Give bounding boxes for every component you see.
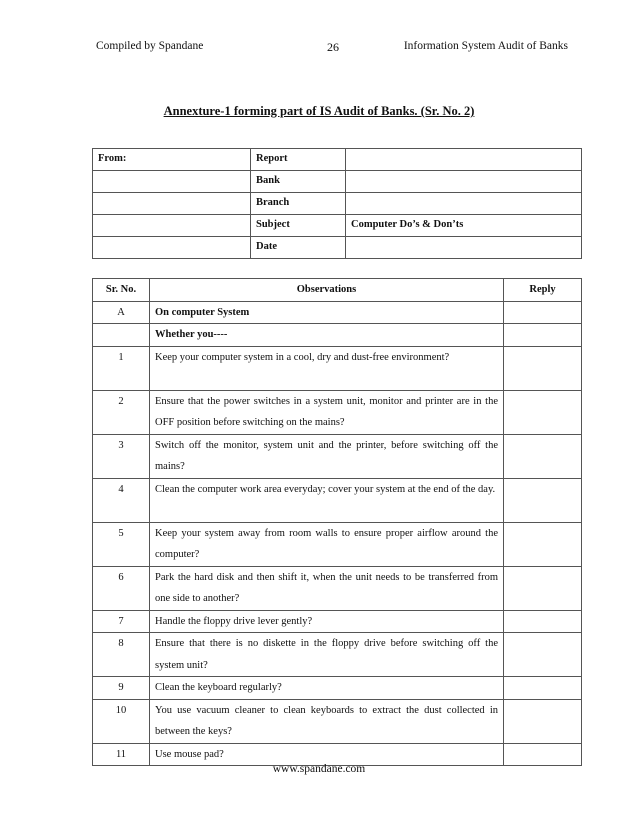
observation-text: Switch off the monitor, system unit and the printer, before switching off the mains? — [150, 434, 504, 478]
field-label: Subject — [251, 215, 346, 237]
blank-cell — [93, 215, 251, 237]
reply-cell — [504, 699, 582, 743]
reply-cell — [504, 677, 582, 700]
table-row — [93, 434, 582, 478]
field-label: Report — [251, 149, 346, 171]
sr-number: 8 — [93, 633, 150, 677]
sr-number: 4 — [93, 478, 150, 522]
section-row — [93, 301, 582, 324]
table-header-row — [93, 279, 582, 302]
field-value — [346, 149, 582, 171]
reply-cell — [504, 610, 582, 633]
table-row — [93, 171, 582, 193]
reply-cell — [504, 478, 582, 522]
blank-cell — [93, 237, 251, 259]
reply-cell — [504, 301, 582, 324]
observation-text: Keep your system away from room walls to ensure proper airflow around the computer? — [150, 522, 504, 566]
observations-table — [92, 278, 582, 766]
table-row — [93, 478, 582, 522]
table-row — [93, 566, 582, 610]
page-number: 26 — [327, 40, 339, 54]
reply-cell — [504, 633, 582, 677]
table-row — [93, 149, 582, 171]
observation-text: Use mouse pad? — [150, 743, 504, 766]
reply-cell — [504, 324, 582, 347]
field-value — [346, 171, 582, 193]
observation-text: Ensure that the power switches in a system unit, monitor and printer are in the OFF position before switching on the mains? — [150, 390, 504, 434]
reply-cell — [504, 346, 582, 390]
observation-text: Clean the keyboard regularly? — [150, 677, 504, 700]
field-value — [346, 237, 582, 259]
footer-url: www.spandane.com — [272, 763, 366, 775]
blank-cell — [93, 324, 150, 347]
observation-text: Keep your computer system in a cool, dry and dust-free environment? — [150, 346, 504, 390]
field-label: Date — [251, 237, 346, 259]
observations-header: Observations — [150, 279, 504, 302]
sr-number: 1 — [93, 346, 150, 390]
sr-number: 3 — [93, 434, 150, 478]
table-row — [93, 390, 582, 434]
table-row — [93, 610, 582, 633]
sr-header: Sr. No. — [93, 279, 150, 302]
blank-cell — [93, 193, 251, 215]
observation-text: Handle the floppy drive lever gently? — [150, 610, 504, 633]
field-label: Bank — [251, 171, 346, 193]
reply-cell — [504, 522, 582, 566]
sr-number: 2 — [93, 390, 150, 434]
table-row — [93, 193, 582, 215]
table-row — [93, 346, 582, 390]
table-row — [93, 633, 582, 677]
sr-number: 6 — [93, 566, 150, 610]
sr-number: 7 — [93, 610, 150, 633]
section-subtitle-row — [93, 324, 582, 347]
from-table — [92, 148, 582, 259]
table-row — [93, 699, 582, 743]
reply-cell — [504, 566, 582, 610]
header-left: Compiled by Spandane — [96, 40, 204, 52]
observation-text: Park the hard disk and then shift it, when the unit needs to be transferred from one side to another? — [150, 566, 504, 610]
table-row — [93, 237, 582, 259]
observation-text: You use vacuum cleaner to clean keyboards to extract the dust collected in between the keys? — [150, 699, 504, 743]
table-row — [93, 677, 582, 700]
section-title: On computer System — [150, 301, 504, 324]
table-row — [93, 215, 582, 237]
sr-number: 11 — [93, 743, 150, 766]
reply-cell — [504, 434, 582, 478]
header-right: Information System Audit of Banks — [403, 40, 568, 52]
from-label: From: — [93, 149, 251, 171]
section-sr: A — [93, 301, 150, 324]
blank-cell — [93, 171, 251, 193]
section-subtitle: Whether you---- — [150, 324, 504, 347]
reply-header: Reply — [504, 279, 582, 302]
table-row — [93, 522, 582, 566]
sr-number: 9 — [93, 677, 150, 700]
sr-number: 5 — [93, 522, 150, 566]
observation-text: Clean the computer work area everyday; cover your system at the end of the day. — [150, 478, 504, 522]
reply-cell — [504, 390, 582, 434]
observation-text: Ensure that there is no diskette in the floppy drive before switching off the system unit? — [150, 633, 504, 677]
sr-number: 10 — [93, 699, 150, 743]
field-value — [346, 193, 582, 215]
field-label: Branch — [251, 193, 346, 215]
page-title: Annexture-1 forming part of IS Audit of Banks. (Sr. No. 2) — [163, 104, 475, 118]
field-value: Computer Do’s & Don’ts — [346, 215, 582, 237]
